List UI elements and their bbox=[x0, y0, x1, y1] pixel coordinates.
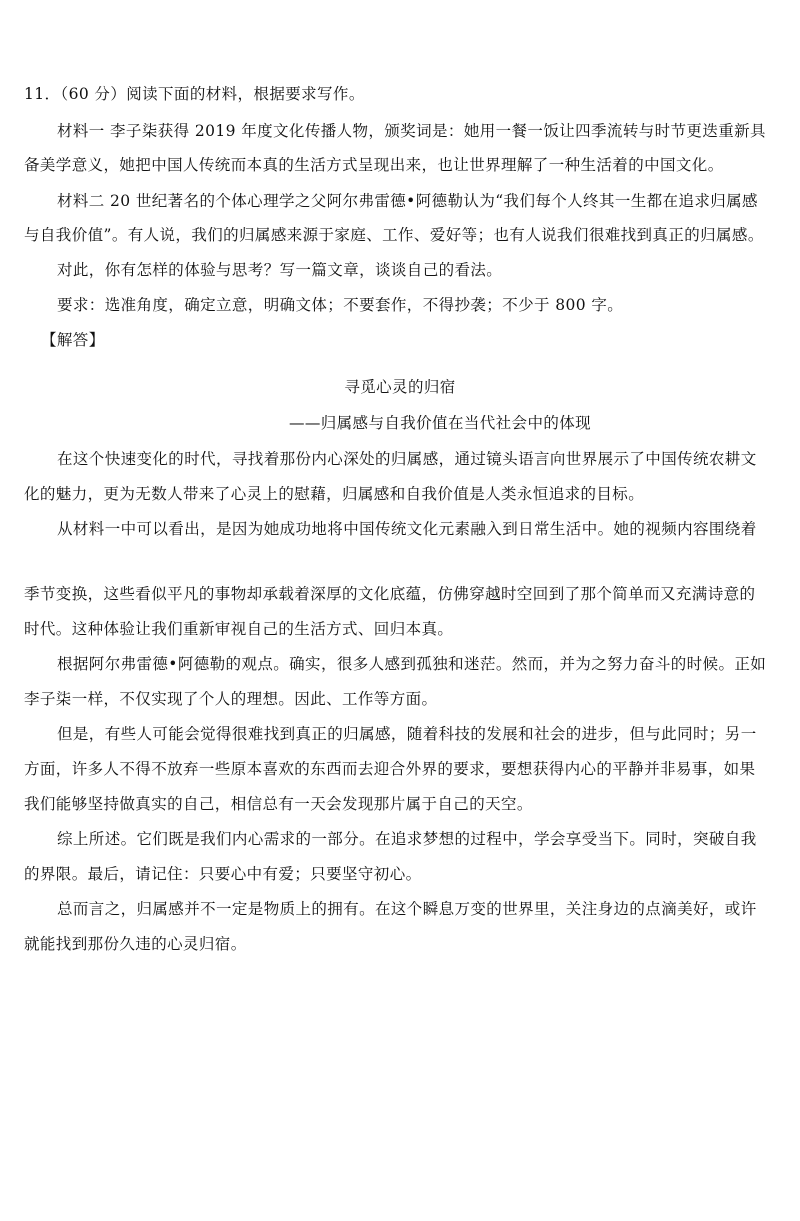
essay-subtitle: ——归属感与自我价值在当代社会中的体现 bbox=[288, 414, 592, 432]
paragraph4-line3: 我们能够坚持做真实的自己，相信总有一天会发现那片属于自己的天空。 bbox=[24, 795, 533, 813]
paragraph6-line2: 就能找到那份久违的心灵归宿。 bbox=[24, 935, 247, 953]
material2-line1: 材料二 20 世纪著名的个体心理学之父阿尔弗雷德•阿德勒认为“我们每个人终其一生都在追求归属感 bbox=[57, 192, 758, 210]
paragraph5-line2: 的界限。最后，请记住：只要心中有爱；只要坚守初心。 bbox=[24, 865, 422, 883]
paragraph1-line1: 在这个快速变化的时代，寻找着那份内心深处的归属感，通过镜头语言向世界展示了中国传统农耕文 bbox=[57, 450, 757, 468]
paragraph3-line2: 李子柒一样，不仅实现了个人的理想。因此、工作等方面。 bbox=[24, 690, 438, 708]
paragraph5-line1: 综上所述。它们既是我们内心需求的一部分。在追求梦想的过程中，学会享受当下。同时，突破自我 bbox=[57, 830, 757, 848]
paragraph4-line2: 方面，许多人不得不放弃一些原本喜欢的东西而去迎合外界的要求，要想获得内心的平静并非易事，如果 bbox=[24, 760, 756, 778]
material2-line2: 与自我价值”。有人说，我们的归属感来源于家庭、工作、爱好等；也有人说我们很难找到真正的归属感。 bbox=[24, 226, 764, 244]
paragraph1-line2: 化的魅力，更为无数人带来了心灵上的慰藉，归属感和自我价值是人类永恒追求的目标。 bbox=[24, 485, 645, 503]
paragraph2-line3: 时代。这种体验让我们重新审视自己的生活方式、回归本真。 bbox=[24, 620, 454, 638]
paragraph4-line1: 但是，有些人可能会觉得很难找到真正的归属感，随着科技的发展和社会的进步，但与此同时；另一 bbox=[57, 725, 757, 743]
paragraph3-line1: 根据阿尔弗雷德•阿德勒的观点。确实，很多人感到孤独和迷茫。然而，并为之努力奋斗的时候。正如 bbox=[57, 655, 767, 673]
paragraph2-line2: 季节变换，这些看似平凡的事物却承载着深厚的文化底蕴，仿佛穿越时空回到了那个简单而又充满诗意的 bbox=[24, 585, 756, 603]
material1-line2: 备美学意义，她把中国人传统而本真的生活方式呈现出来，也让世界理解了一种生活着的中国文化。 bbox=[24, 156, 724, 174]
prompt-line: 对此，你有怎样的体验与思考？写一篇文章，谈谈自己的看法。 bbox=[57, 261, 503, 279]
paragraph2-line1: 从材料一中可以看出，是因为她成功地将中国传统文化元素融入到日常生活中。她的视频内容围绕着 bbox=[57, 520, 757, 538]
paragraph6-line1: 总而言之，归属感并不一定是物质上的拥有。在这个瞬息万变的世界里，关注身边的点滴美好，或许 bbox=[57, 900, 757, 918]
material1-line1: 材料一 李子柒获得 2019 年度文化传播人物，颁奖词是：她用一餐一饭让四季流转与时节更迭重新具 bbox=[57, 122, 766, 140]
question-number-line: 11．（60 分）阅读下面的材料，根据要求写作。 bbox=[24, 85, 365, 103]
answer-label: 【解答】 bbox=[41, 331, 105, 349]
essay-title: 寻觅心灵的归宿 bbox=[344, 378, 456, 396]
requirements-line: 要求：选准角度，确定立意，明确文体；不要套作，不得抄袭；不少于 800 字。 bbox=[57, 296, 624, 314]
